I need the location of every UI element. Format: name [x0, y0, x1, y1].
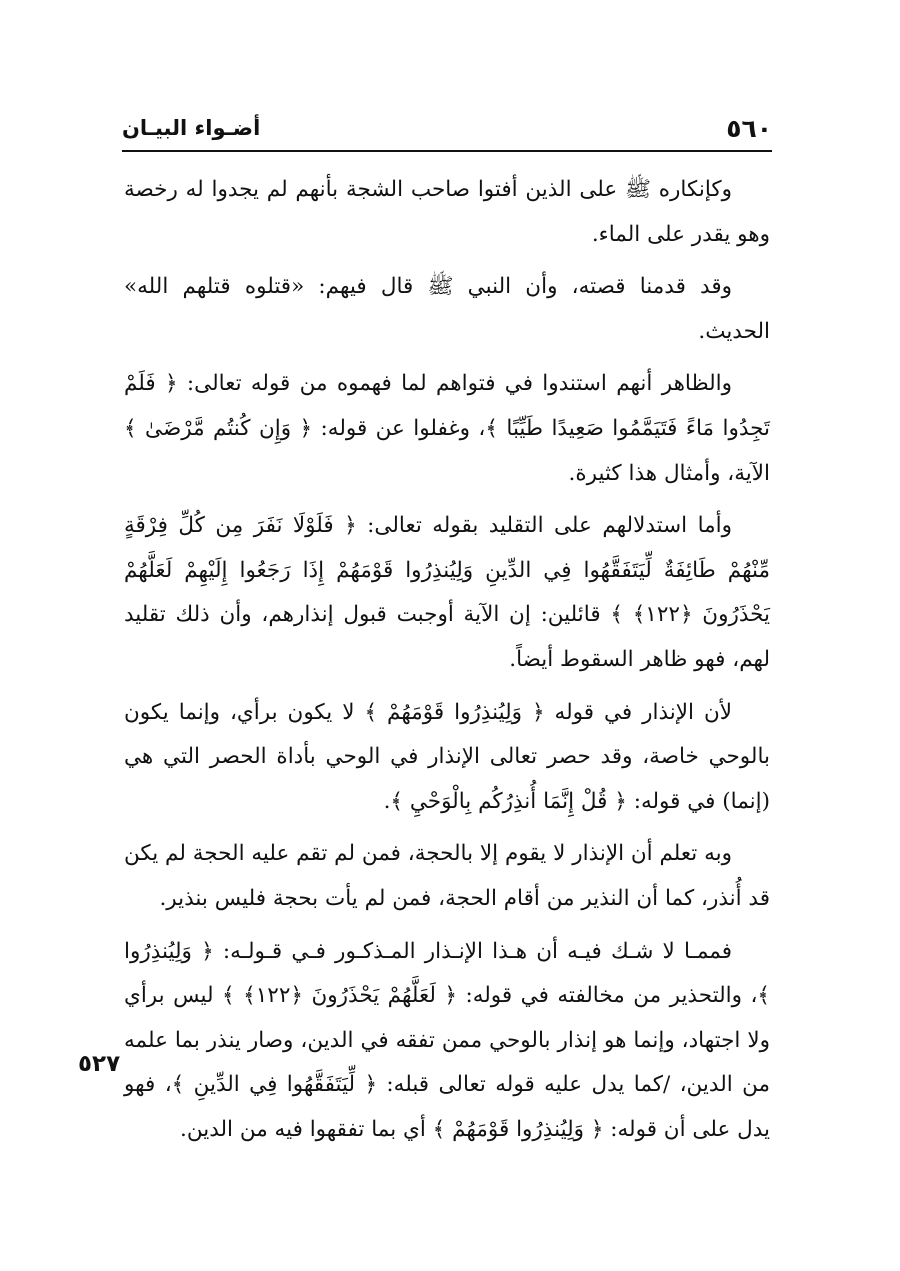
page-body — [124, 168, 770, 1160]
paragraph-3 — [124, 362, 770, 496]
paragraph-4 — [124, 504, 770, 682]
paragraph-2 — [124, 265, 770, 354]
page-number: ٥٦٠ — [726, 114, 772, 143]
page-header — [122, 114, 772, 150]
paragraph-text: والظاهر أنهم استندوا في فتواهم لما فهموه من قوله تعالى: ﴿ فَلَمْ تَجِدُوا مَاءً فَتَيَمَّمُوا صَعِيدًا طَيِّبًا ﴾، وغفلوا عن قوله: ﴿ وَإِن كُنتُم مَّرْضَىٰ ﴾ الآية، وأمثال هذا كثيرة. — [124, 371, 770, 486]
paragraph-5 — [124, 691, 770, 825]
paragraph-text: وبه تعلم أن الإنذار لا يقوم إلا بالحجة، فمن لم تقم عليه الحجة لم يكن قد أُنذر، كما أن النذير من أقام الحجة، فمن لم يأت بحجة فليس بنذير. — [123, 841, 770, 911]
marginal-page-reference: ٥٢٧ — [78, 1051, 121, 1077]
paragraph-7 — [124, 930, 770, 1153]
paragraph-text: وكإنكاره ﷺ على الذين أفتوا صاحب الشجة بأنهم لم يجدوا له رخصة وهو يقدر على الماء. — [124, 177, 770, 247]
paragraph-1 — [124, 168, 770, 257]
book-title: أضـواء البيـان — [122, 116, 261, 140]
paragraph-text: وقد قدمنا قصته، وأن النبي ﷺ قال فيهم: «قتلوه قتلهم الله» الحديث. — [124, 274, 770, 344]
header-rule — [122, 150, 772, 152]
paragraph-6 — [124, 832, 770, 921]
paragraph-text: فممـا لا شـك فيـه أن هـذا الإنـذار المـذكـور فـي قـولـه: ﴿ وَلِيُنذِرُوا ﴾، والتحذير من مخالفته في قوله: ﴿ لَعَلَّهُمْ يَحْذَرُونَ ﴿١٢٢﴾ ﴾ ليس برأي ولا اجتهاد، وإنما هو إنذار بالوحي ممن تفقه في الدين، وصار ينذر بما علمه من الدين، /كما يدل عليه قوله تعالى قبله: ﴿ لِّيَتَفَقَّهُوا فِي الدِّينِ ﴾، فهو يدل على أن قوله: ﴿ وَلِيُنذِرُوا قَوْمَهُمْ ﴾ أي بما تفقهوا فيه من الدين. — [124, 938, 771, 1142]
paragraph-text: لأن الإنذار في قوله ﴿ وَلِيُنذِرُوا قَوْمَهُمْ ﴾ لا يكون برأي، وإنما يكون بالوحي خاصة، وقد حصر تعالى الإنذار في الوحي بأداة الحصر التي هي (إنما) في قوله: ﴿ قُلْ إِنَّمَا أُنذِرُكُم بِالْوَحْيِ ﴾. — [124, 699, 770, 814]
paragraph-text: وأما استدلالهم على التقليد بقوله تعالى: ﴿ فَلَوْلَا نَفَرَ مِن كُلِّ فِرْقَةٍ مِّنْهُمْ طَائِفَةٌ لِّيَتَفَقَّهُوا فِي الدِّينِ وَلِيُنذِرُوا قَوْمَهُمْ إِذَا رَجَعُوا إِلَيْهِمْ لَعَلَّهُمْ يَحْذَرُونَ ﴿١٢٢﴾ ﴾ قائلين: إن الآية أوجبت قبول إنذارهم، وأن ذلك تقليد لهم، فهو ظاهر السقوط أيضاً. — [124, 513, 771, 672]
